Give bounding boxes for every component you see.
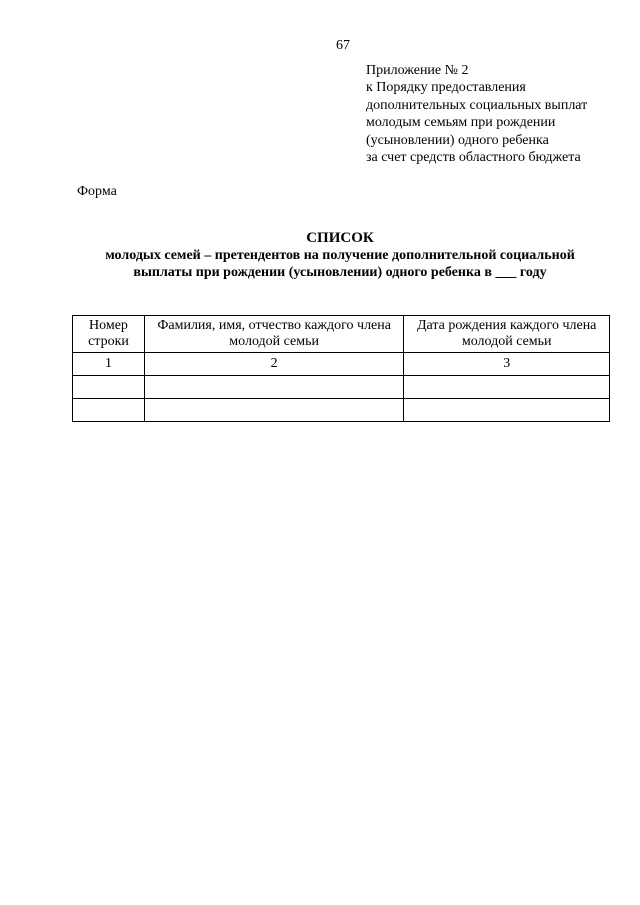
header-full-name: Фамилия, имя, отчество каждого члена молодой семьи [144, 316, 403, 353]
table-numbering-row [73, 353, 610, 376]
table-cell: 1 [73, 353, 145, 376]
header-row-number: Номер строки [73, 316, 145, 353]
document-title [60, 229, 620, 281]
form-label: Форма [77, 184, 117, 199]
page-number: 67 [336, 38, 350, 53]
table-cell [144, 376, 403, 399]
table-row [73, 399, 610, 422]
table-cell: 2 [144, 353, 403, 376]
table-cell [73, 376, 145, 399]
table-cell [73, 399, 145, 422]
appendix-line: к Порядку предоставления [366, 80, 526, 96]
title-line: молодых семей – претендентов на получение дополнительной социальной [105, 248, 575, 263]
appendix-line: за счет средств областного бюджета [366, 150, 581, 166]
table-row [73, 376, 610, 399]
header-birth-date: Дата рождения каждого члена молодой семьи [404, 316, 610, 353]
table-cell: 3 [404, 353, 610, 376]
appendix-line: Приложение № 2 [366, 63, 469, 78]
table-cell [404, 399, 610, 422]
appendix-reference [366, 62, 636, 166]
appendix-line: молодым семьям при рождении [366, 115, 556, 131]
table-cell [404, 376, 610, 399]
title-line: выплаты при рождении (усыновлении) одного ребенка в ___ году [133, 265, 547, 280]
table-cell [144, 399, 403, 422]
appendix-line: дополнительных социальных выплат [366, 97, 588, 113]
title-main: СПИСОК [306, 230, 374, 246]
appendix-line: (усыновлении) одного ребенка [366, 132, 549, 148]
families-table [72, 315, 610, 422]
table-header-row [73, 316, 610, 353]
